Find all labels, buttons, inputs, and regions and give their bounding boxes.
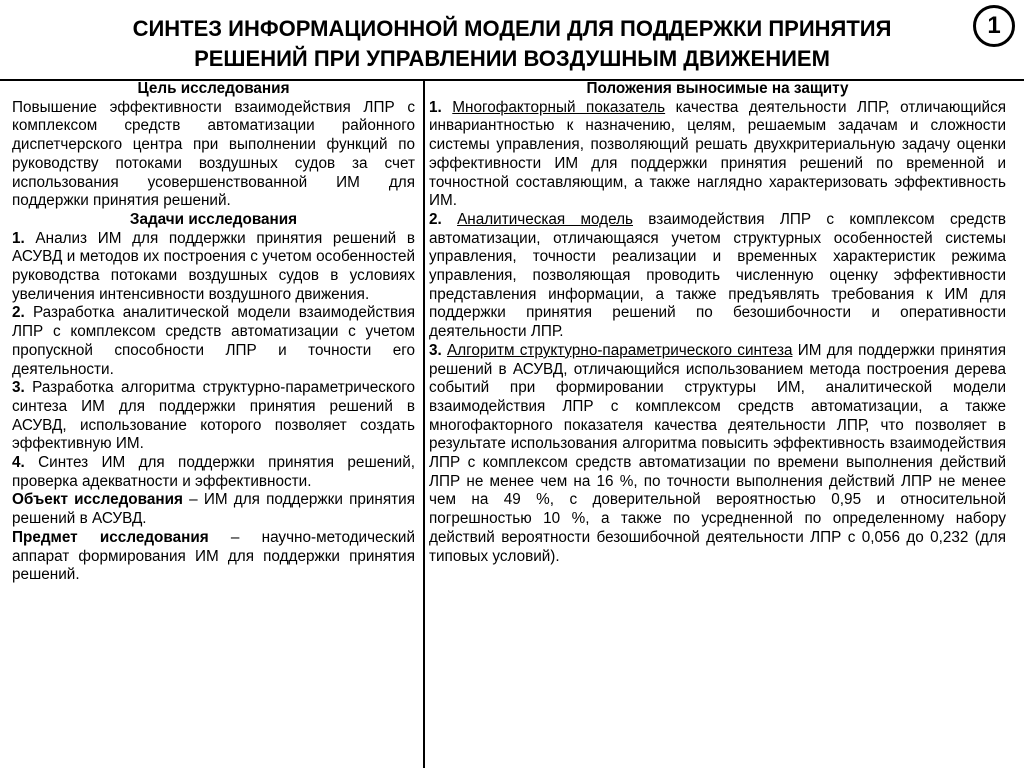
title-line-2: РЕШЕНИЙ ПРИ УПРАВЛЕНИИ ВОЗДУШНЫМ ДВИЖЕНИЕМ — [194, 46, 830, 71]
thesis-text: ИМ для поддержки принятия решений в АСУВД, отличающийся использованием метода построения дерева событий при формировании структуры ИМ, аналитической модели взаимодействия ЛПР с комплексом средств автоматизации, а также многофакторного показателя качества деятельности ЛПР, что позволяет в результате использования алгоритма повысить эффективность взаимодействия ЛПР с комплексом средств автоматизации по времени выполнения действий ЛПР не менее чем на 16 %, по точности выполнения действий ЛПР не менее чем на 49 %, с доверительной вероятностью 0,95 и относительной погрешностью 10 %, а также по усредненной по определенному набору действий вероятности безошибочной деятельности ЛПР с 0,056 до 0,232 (для типовых условий). — [429, 341, 1007, 565]
thesis-title: Алгоритм структурно-параметрического синтеза — [447, 341, 793, 359]
task-number: 4. — [12, 454, 25, 472]
thesis-title: Многофакторный показатель — [452, 98, 666, 116]
thesis-number: 3. — [429, 341, 442, 359]
right-column — [429, 80, 1006, 566]
task-item — [12, 304, 415, 379]
research-object — [12, 491, 415, 528]
task-item — [12, 454, 415, 491]
task-text: Синтез ИМ для поддержки принятия решений, проверка адекватности и эффективности. — [12, 454, 416, 490]
thesis-item — [429, 342, 1006, 566]
task-number: 1. — [12, 229, 25, 247]
thesis-text: качества деятельности ЛПР, отличающийся инвариантностью к назначению, целям, решаемым задачам и сложности системы управления, позволяющий решать двухкритериальную задачу оценки эффективности ИМ для поддержки принятия решений по временной и точностной составляющим, а также наглядно характеризовать эффективность ИМ. — [429, 98, 1007, 210]
task-number: 2. — [12, 304, 25, 322]
thesis-number: 1. — [429, 98, 442, 116]
task-item — [12, 230, 415, 305]
thesis-number: 2. — [429, 210, 442, 228]
object-label: Объект исследования — [12, 491, 183, 509]
thesis-item — [429, 211, 1006, 342]
left-column — [12, 80, 415, 585]
goal-heading: Цель исследования — [137, 80, 290, 97]
thesis-item — [429, 99, 1006, 211]
thesis-text: взаимодействия ЛПР с комплексом средств автоматизации, отличающаяся учетом структурных особенностей системы управления, точности реализации и временных характеристик режима управления, позволяющая проводить численную оценку эффективности представления информации, а также предъявлять требования к ИМ для поддержки принятия решений по безошибочности и оперативности деятельности ЛПР. — [429, 210, 1007, 341]
slide-title — [0, 14, 1024, 74]
task-text: Разработка аналитической модели взаимодействия ЛПР с комплексом средств автоматизации с учетом пропускной способности ЛПР и точности его деятельности. — [12, 304, 416, 378]
task-text: Анализ ИМ для поддержки принятия решений в АСУВД и методов их построения с учетом особенностей руководства потоками воздушных судов в условиях увеличения интенсивности воздушного движения. — [12, 229, 415, 303]
theses-heading: Положения выносимые на защиту — [586, 80, 849, 97]
title-line-1: СИНТЕЗ ИНФОРМАЦИОННОЙ МОДЕЛИ ДЛЯ ПОДДЕРЖКИ ПРИНЯТИЯ — [132, 16, 892, 41]
column-divider — [423, 79, 425, 768]
tasks-heading: Задачи исследования — [129, 210, 298, 228]
task-item — [12, 379, 415, 454]
goal-text: Повышение эффективности взаимодействия ЛПР с комплексом средств автоматизации районного диспетчерского центра при выполнении функций по руководству потоками воздушных судов за счет использования усовершенствованной ИМ для поддержки принятия решений. — [12, 98, 415, 210]
subject-text: – научно-методический аппарат формирования ИМ для поддержки принятия решений. — [12, 528, 415, 584]
task-text: Разработка алгоритма структурно-параметрического синтеза ИМ для поддержки принятия решений в АСУВД, использование которого позволяет создать эффективную ИМ. — [12, 379, 416, 453]
task-number: 3. — [12, 379, 25, 397]
thesis-title: Аналитическая модель — [457, 210, 633, 228]
object-text: – ИМ для поддержки принятия решений в АСУВД. — [12, 491, 416, 528]
research-subject — [12, 529, 415, 585]
subject-label: Предмет исследования — [12, 528, 209, 546]
slide-number-badge: 1 — [973, 5, 1015, 47]
